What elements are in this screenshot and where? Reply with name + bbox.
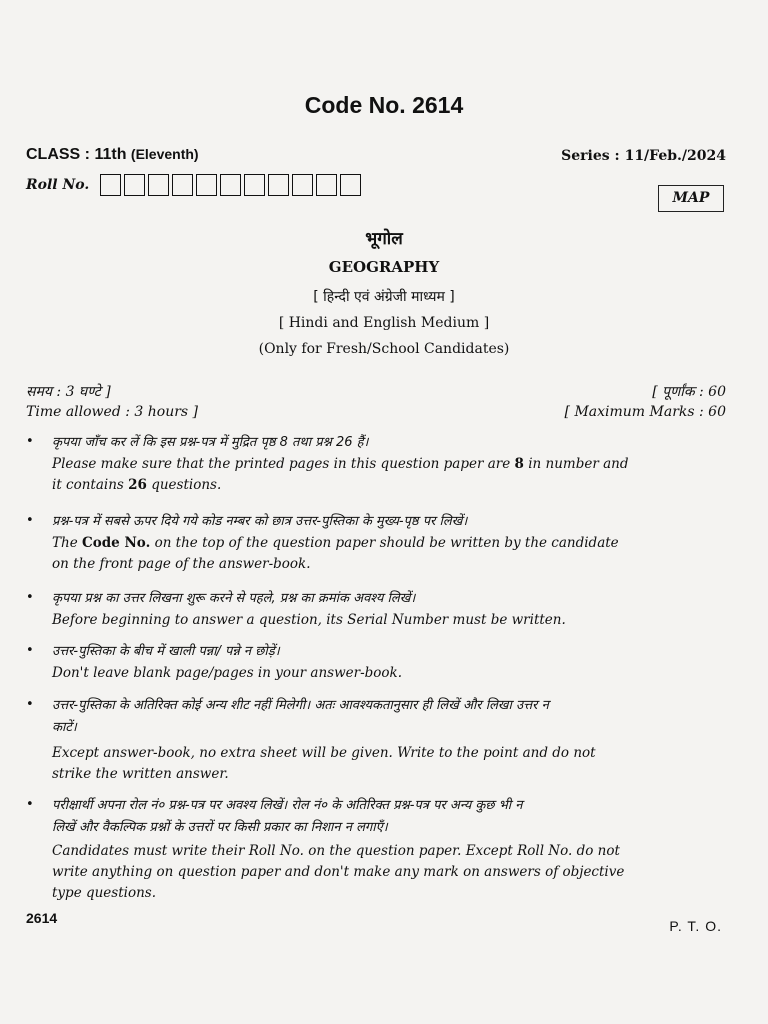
roll-number-boxes[interactable] xyxy=(100,174,364,196)
roll-digit-box[interactable] xyxy=(316,174,337,196)
bullet-icon: • xyxy=(26,513,34,528)
subject-english: GEOGRAPHY xyxy=(328,258,440,276)
instruction-item xyxy=(26,511,730,575)
instruction-english: write anything on question paper and don't make any mark on answers of objective xyxy=(52,864,625,880)
class-label xyxy=(26,146,199,164)
instruction-english xyxy=(52,475,730,496)
roll-digit-box[interactable] xyxy=(124,174,145,196)
medium-hindi: [ हिन्दी एवं अंग्रेजी माध्यम ] xyxy=(313,289,455,305)
medium-english: [ Hindi and English Medium ] xyxy=(278,315,490,331)
time-english: Time allowed : 3 hours ] xyxy=(26,404,199,420)
instruction-item xyxy=(26,695,730,785)
pto-label: P. T. O. xyxy=(669,918,722,934)
roll-digit-box[interactable] xyxy=(292,174,313,196)
instruction-english xyxy=(52,454,730,475)
roll-digit-box[interactable] xyxy=(148,174,169,196)
instruction-hindi: परीक्षार्थी अपना रोल नं० प्रश्न-पत्र पर अवश्य लिखें। रोल नं० के अतिरिक्त प्रश्न-पत्र पर अन्य कुछ भी न xyxy=(52,798,523,813)
bullet-icon: • xyxy=(26,697,34,712)
instruction-emphasis: Code No. xyxy=(81,535,151,551)
instruction-item xyxy=(26,588,730,631)
time-english-row xyxy=(26,404,726,420)
class-subtext: (Eleventh) xyxy=(130,146,199,162)
instruction-english: type questions. xyxy=(52,885,157,901)
instruction-hindi: काटें। xyxy=(52,720,77,735)
instruction-hindi: लिखें और वैकल्पिक प्रश्नों के उत्तरों पर किसी प्रकार का निशान न लगाएँ। xyxy=(52,820,388,835)
instruction-item xyxy=(26,795,730,904)
roll-digit-box[interactable] xyxy=(196,174,217,196)
instruction-english: Except answer-book, no extra sheet will be given. Write to the point and do not xyxy=(52,745,596,761)
set-code-box: MAP xyxy=(658,185,724,212)
time-hindi: समय : 3 घण्टे ] xyxy=(26,384,111,400)
roll-number-label: Roll No. xyxy=(26,177,90,193)
candidates-note: (Only for Fresh/School Candidates) xyxy=(258,341,510,357)
instruction-text: in number and xyxy=(523,456,629,472)
instruction-english: strike the written answer. xyxy=(52,766,229,782)
instruction-emphasis: 8 xyxy=(514,456,524,472)
instruction-hindi: कृपया प्रश्न का उत्तर लिखना शुरू करने से पहले, प्रश्न का क्रमांक अवश्य लिखें। xyxy=(52,591,416,606)
instruction-hindi: प्रश्न-पत्र में सबसे ऊपर दिये गये कोड नम्बर को छात्र उत्तर-पुस्तिका के मुख्य-पृष्ठ पर लिखें। xyxy=(52,514,468,529)
instruction-item xyxy=(26,432,730,496)
roll-digit-box[interactable] xyxy=(172,174,193,196)
instruction-text: it contains xyxy=(52,477,129,493)
roll-digit-box[interactable] xyxy=(220,174,241,196)
instruction-english: Before beginning to answer a question, its Serial Number must be written. xyxy=(52,612,566,628)
series-label: Series : 11/Feb./2024 xyxy=(561,148,726,164)
code-number-title: Code No. 2614 xyxy=(304,92,464,118)
instruction-hindi: कृपया जाँच कर लें कि इस प्रश्न-पत्र में मुद्रित पृष्ठ 8 तथा प्रश्न 26 हैं। xyxy=(52,435,369,450)
class-value: CLASS : 11th xyxy=(26,146,127,163)
roll-digit-box[interactable] xyxy=(100,174,121,196)
footer-code: 2614 xyxy=(26,910,58,926)
instruction-hindi: उत्तर-पुस्तिका के बीच में खाली पन्ना/ पन्ने न छोड़ें। xyxy=(52,644,280,659)
instruction-text: Please make sure that the printed pages in this question paper are xyxy=(52,456,515,472)
bullet-icon: • xyxy=(26,643,34,658)
instruction-emphasis: 26 xyxy=(128,477,147,493)
instruction-english xyxy=(52,533,730,554)
roll-digit-box[interactable] xyxy=(244,174,265,196)
bullet-icon: • xyxy=(26,434,34,449)
instruction-text: questions. xyxy=(146,477,222,493)
bullet-icon: • xyxy=(26,590,34,605)
instruction-hindi: उत्तर-पुस्तिका के अतिरिक्त कोई अन्य शीट नहीं मिलेगी। अतः आवश्यकतानुसार ही लिखें और लिखा उत्तर न xyxy=(52,698,549,713)
bullet-icon: • xyxy=(26,797,34,812)
instruction-english: Don't leave blank page/pages in your answer-book. xyxy=(52,665,403,681)
roll-digit-box[interactable] xyxy=(268,174,289,196)
instruction-english: Candidates must write their Roll No. on the question paper. Except Roll No. do not xyxy=(52,843,620,859)
instruction-text: The xyxy=(52,535,82,551)
subject-hindi: भूगोल xyxy=(365,229,403,249)
instruction-text: on the top of the question paper should be written by the candidate xyxy=(150,535,619,551)
marks-english: [ Maximum Marks : 60 xyxy=(564,404,726,420)
marks-hindi: [ पूर्णांक : 60 xyxy=(652,384,726,400)
instruction-item xyxy=(26,641,730,684)
time-hindi-row xyxy=(26,382,726,401)
instruction-english: on the front page of the answer-book. xyxy=(52,556,311,572)
roll-digit-box[interactable] xyxy=(340,174,361,196)
